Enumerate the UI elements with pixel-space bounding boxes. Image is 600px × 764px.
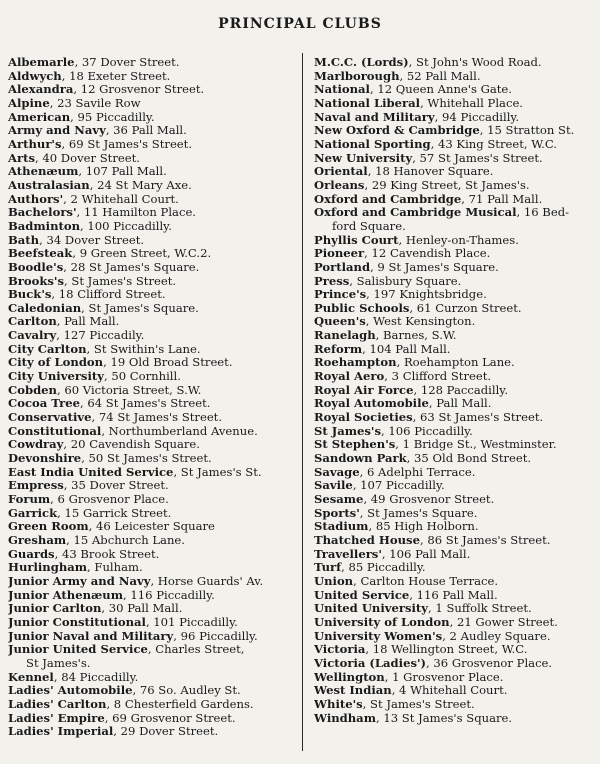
club-address: , St James's St.	[173, 465, 262, 479]
club-name: Carlton	[8, 315, 57, 329]
club-address: , 43 King Street, W.C.	[430, 137, 557, 151]
club-entry	[314, 56, 596, 70]
club-name: Aldwych	[8, 69, 62, 83]
club-address: , 52 Pall Mall.	[399, 69, 481, 83]
club-address: , 104 Pall Mall.	[362, 342, 451, 356]
club-entry	[314, 452, 596, 466]
club-name: New Oxford & Cambridge	[314, 124, 480, 138]
club-entry	[8, 643, 296, 657]
club-address: , 84 Piccadilly.	[53, 670, 139, 684]
club-address: , West Kensington.	[365, 315, 476, 329]
club-entry	[8, 630, 296, 644]
club-entry	[314, 70, 596, 84]
club-entry	[314, 630, 596, 644]
club-address: , 85 Piccadilly.	[341, 561, 426, 575]
club-entry	[8, 343, 296, 357]
club-name: Ladies' Automobile	[8, 684, 133, 698]
club-name: Oxford and Cambridge	[314, 192, 462, 206]
club-name: Ranelagh	[314, 329, 376, 343]
club-name: United University	[314, 602, 429, 616]
club-address: , 29 Dover Street.	[113, 725, 219, 739]
club-entry	[314, 493, 596, 507]
club-name: Devonshire	[8, 452, 82, 466]
club-name: St James's	[314, 424, 382, 438]
club-address: , 50 St James's Street.	[81, 452, 212, 466]
club-entry	[8, 138, 296, 152]
club-name: Cocoa Tree	[8, 397, 80, 411]
club-name: Alexandra	[8, 83, 74, 97]
club-name: Royal Automobile	[314, 397, 429, 411]
club-address: , 35 Dover Street.	[63, 479, 169, 493]
club-entry	[314, 561, 596, 575]
club-address: , Fulham.	[87, 561, 143, 575]
club-entry	[8, 288, 296, 302]
club-entry	[8, 438, 296, 452]
club-address: , St James's Square.	[81, 301, 199, 315]
club-name: Athenæum	[8, 165, 79, 179]
club-name: Junior Carlton	[8, 602, 102, 616]
club-name: East India United Service	[8, 465, 174, 479]
club-entry	[314, 411, 596, 425]
club-entry	[314, 356, 596, 370]
club-entry	[314, 111, 596, 125]
club-entry-continuation	[8, 657, 296, 671]
club-name: Army and Navy	[8, 124, 106, 138]
club-name: University Women's	[314, 629, 443, 643]
club-name: Caledonian	[8, 301, 82, 315]
club-entry	[314, 698, 596, 712]
club-address: , 60 Victoria Street, S.W.	[56, 383, 202, 397]
club-entry	[8, 384, 296, 398]
club-name: Public Schools	[314, 301, 410, 315]
club-name: Stadium	[314, 520, 369, 534]
club-entry	[8, 602, 296, 616]
club-address: , 15 Stratton St.	[479, 124, 575, 138]
club-name: Garrick	[8, 506, 58, 520]
club-entry	[314, 534, 596, 548]
club-entry	[8, 247, 296, 261]
club-name: City Carlton	[8, 342, 87, 356]
club-address: , Henley-on-Thames.	[398, 233, 519, 247]
club-address: , 13 St James's Square.	[375, 711, 513, 725]
club-entry	[314, 643, 596, 657]
club-name: Brooks's	[8, 274, 65, 288]
club-entry	[8, 124, 296, 138]
club-name: Bath	[8, 233, 40, 247]
club-entry	[8, 561, 296, 575]
club-entry	[314, 193, 596, 207]
club-name: Reform	[314, 342, 363, 356]
club-name: Junior Constitutional	[8, 615, 146, 629]
club-name: Turf	[314, 561, 342, 575]
club-address: , 49 Grosvenor Street.	[363, 493, 495, 506]
club-entry	[314, 438, 596, 452]
club-address: , 29 King Street, St James's.	[364, 178, 530, 192]
club-entry	[8, 111, 296, 125]
club-name: National	[314, 83, 370, 97]
club-name: Alpine	[8, 96, 50, 110]
club-entry	[8, 315, 296, 329]
club-entry	[8, 70, 296, 84]
club-entry	[314, 370, 596, 384]
club-address: , 20 Cavendish Square.	[63, 438, 200, 452]
club-entry	[8, 370, 296, 384]
club-address: , 116 Piccadilly.	[123, 588, 215, 602]
club-address: , 107 Pall Mall.	[78, 165, 167, 179]
club-name: Sports'	[314, 506, 360, 520]
club-address: , 106 Piccadilly.	[381, 424, 473, 438]
club-address: , 18 Exeter Street.	[61, 69, 171, 83]
club-address: , 106 Pall Mall.	[381, 547, 471, 561]
club-name: Junior Athenæum	[8, 588, 124, 602]
club-name: Beefsteak	[8, 247, 73, 261]
club-address: , Carlton House Terrace.	[353, 574, 499, 588]
club-entry	[314, 657, 596, 671]
club-name: Prince's	[314, 288, 367, 302]
club-address: , St John's Wood Road.	[408, 56, 542, 69]
club-entry	[314, 329, 596, 343]
club-name: Australasian	[8, 178, 90, 192]
club-address: , 3 Clifford Street.	[384, 370, 492, 384]
club-entry	[314, 343, 596, 357]
club-entry	[314, 302, 596, 316]
club-address: , 94 Piccadilly.	[434, 110, 520, 124]
club-name: Oxford and Cambridge Musical	[314, 206, 517, 220]
club-name: Wellington	[314, 670, 385, 684]
club-name: Sandown Park	[314, 452, 407, 466]
club-entry	[314, 479, 596, 493]
club-address: ford Square.	[332, 219, 406, 233]
club-name: Albemarle	[8, 56, 75, 69]
club-entry	[8, 302, 296, 316]
club-entry	[314, 247, 596, 261]
club-entry	[314, 684, 596, 698]
club-name: City of London	[8, 356, 104, 370]
club-entry	[8, 234, 296, 248]
club-name: Savage	[314, 465, 360, 479]
club-address: , 86 St James's Street.	[419, 533, 551, 547]
club-address: , Pall Mall.	[428, 397, 492, 411]
club-name: Hurlingham	[8, 561, 88, 575]
club-entry	[8, 165, 296, 179]
club-entry	[8, 179, 296, 193]
club-name: Queen's	[314, 315, 366, 329]
club-name: Guards	[8, 547, 55, 561]
club-name: Cobden	[8, 383, 57, 397]
club-entry	[314, 138, 596, 152]
club-entry	[314, 616, 596, 630]
club-name: National Sporting	[314, 137, 431, 151]
club-entry	[8, 261, 296, 275]
club-entry	[314, 520, 596, 534]
club-address: , 128 Paccadilly.	[413, 383, 508, 397]
club-address: , Pall Mall.	[56, 315, 120, 329]
club-address: , 50 Cornhill.	[103, 370, 181, 384]
club-name: Junior Naval and Military	[8, 629, 174, 643]
club-address: , 6 Grosvenor Place.	[50, 493, 169, 506]
club-entry	[8, 83, 296, 97]
club-entry	[8, 275, 296, 289]
club-address: , 9 Green Street, W.C.2.	[72, 247, 212, 261]
page-title: PRINCIPAL CLUBS	[218, 16, 382, 32]
club-address: , 18 Wellington Street, W.C.	[365, 643, 528, 657]
club-entry	[8, 97, 296, 111]
club-address: , 15 Abchurch Lane.	[66, 533, 185, 547]
club-entry	[8, 671, 296, 685]
club-entry	[8, 356, 296, 370]
club-address: , St James's Street.	[362, 697, 475, 711]
club-name: City University	[8, 370, 104, 384]
club-entry	[314, 124, 596, 138]
club-name: Savile	[314, 479, 353, 493]
club-entry	[8, 575, 296, 589]
club-name: White's	[314, 697, 363, 711]
club-address: , 2 Audley Square.	[442, 629, 551, 643]
club-entry	[8, 698, 296, 712]
club-address: , 18 Clifford Street.	[51, 288, 166, 302]
club-address: , 1 Suffolk Street.	[428, 602, 532, 616]
club-address: , 18 Hanover Square.	[367, 165, 494, 179]
club-name: Ladies' Empire	[8, 711, 105, 725]
club-name: Gresham	[8, 533, 67, 547]
club-entry	[314, 671, 596, 685]
club-entry	[8, 411, 296, 425]
club-address: , 28 St James's Square.	[63, 260, 200, 274]
club-entry	[314, 589, 596, 603]
club-entry	[8, 589, 296, 603]
club-address: , 1 Bridge St., Westminster.	[395, 438, 557, 452]
club-name: Cavalry	[8, 329, 57, 343]
club-address: , 95 Piccadilly.	[70, 110, 155, 124]
club-entry	[8, 206, 296, 220]
club-name: Green Room	[8, 520, 89, 534]
club-address: , 64 St James's Street.	[79, 397, 211, 411]
club-entry	[8, 193, 296, 207]
club-entry	[8, 220, 296, 234]
club-address: , 96 Piccadilly.	[173, 629, 258, 643]
club-name: Constitutional	[8, 424, 102, 438]
club-address: , 23 Savile Row	[49, 96, 141, 110]
club-name: Junior United Service	[8, 643, 148, 657]
club-address: , Roehampton Lane.	[396, 356, 515, 370]
club-address: , 4 Whitehall Court.	[391, 684, 508, 698]
club-name: Kennel	[8, 670, 54, 684]
club-name: Ladies' Carlton	[8, 697, 107, 711]
club-name: Orleans	[314, 178, 365, 192]
club-address: , 43 Brook Street.	[54, 547, 160, 561]
club-address: , 11 Hamilton Place.	[76, 206, 196, 220]
club-address: , Barnes, S.W.	[375, 329, 457, 343]
club-address: , 100 Piccadilly.	[80, 219, 172, 233]
club-entry	[314, 261, 596, 275]
club-address: , 127 Piccadily.	[56, 329, 145, 343]
club-name: American	[8, 110, 71, 124]
club-entry	[314, 575, 596, 589]
club-entry	[8, 466, 296, 480]
club-name: Pioneer	[314, 247, 365, 261]
right-column	[314, 56, 596, 725]
club-address: , St Swithin's Lane.	[86, 342, 201, 356]
club-entry	[8, 534, 296, 548]
club-address: , 36 Grosvenor Place.	[426, 656, 553, 670]
club-entry	[314, 165, 596, 179]
club-address: , 71 Pall Mall.	[461, 192, 543, 206]
club-entry	[314, 507, 596, 521]
club-address: , St James's Square.	[359, 506, 478, 520]
club-name: National Liberal	[314, 96, 421, 110]
club-entry	[8, 684, 296, 698]
club-entry-continuation	[314, 220, 596, 234]
club-address: , Northumberland Avenue.	[101, 424, 258, 438]
club-name: Junior Army and Navy	[8, 574, 151, 588]
club-address: , 85 High Holborn.	[368, 520, 479, 534]
club-entry	[8, 329, 296, 343]
club-address: , 57 St James's Street.	[412, 151, 543, 165]
club-entry	[314, 179, 596, 193]
club-name: Ladies' Imperial	[8, 725, 114, 739]
club-address: , St James's Street.	[64, 274, 177, 288]
club-address: , 69 Grosvenor Street.	[104, 711, 236, 725]
club-entry	[8, 712, 296, 726]
left-column	[8, 56, 296, 739]
club-name: Roehampton	[314, 356, 397, 370]
club-name: Conservative	[8, 411, 92, 425]
club-address: , 101 Piccadilly.	[145, 615, 238, 629]
club-entry	[8, 548, 296, 562]
club-address: , 1 Grosvenor Place.	[384, 670, 504, 684]
club-entry	[314, 315, 596, 329]
club-entry	[8, 397, 296, 411]
club-address: , 12 Queen Anne's Gate.	[369, 83, 512, 97]
club-name: Authors'	[8, 192, 64, 206]
club-name: Badminton	[8, 219, 81, 233]
club-address: , 12 Grosvenor Street.	[73, 83, 205, 97]
club-entry	[314, 152, 596, 166]
club-name: Royal Air Force	[314, 383, 414, 397]
club-entry	[314, 288, 596, 302]
club-name: West Indian	[314, 684, 392, 698]
club-address: , 63 St James's Street.	[412, 411, 544, 425]
club-entry	[8, 520, 296, 534]
club-entry	[8, 425, 296, 439]
club-address: , 116 Pall Mall.	[409, 588, 498, 602]
club-address: , 40 Dover Street.	[35, 151, 140, 165]
club-address: , Horse Guards' Av.	[150, 574, 264, 588]
club-entry	[314, 97, 596, 111]
club-name: University of London	[314, 615, 450, 629]
club-entry	[314, 466, 596, 480]
club-name: Cowdray	[8, 438, 64, 452]
club-name: Royal Aero	[314, 370, 385, 384]
club-address: , 2 Whitehall Court.	[63, 192, 179, 206]
club-address: , 76 So. Audley St.	[132, 684, 241, 698]
club-address: , 15 Garrick Street.	[57, 506, 172, 520]
club-address: , 37 Dover Street.	[74, 56, 180, 69]
club-name: Press	[314, 274, 350, 288]
club-entry	[8, 725, 296, 739]
club-address: , 69 St James's Street.	[61, 137, 193, 151]
club-address: , 107 Piccadilly.	[352, 479, 445, 493]
club-entry	[314, 397, 596, 411]
club-name: Naval and Military	[314, 110, 435, 124]
club-name: Forum	[8, 493, 51, 506]
club-name: Arts	[8, 151, 35, 165]
club-address: , Charles Street,	[147, 643, 245, 657]
club-entry	[314, 712, 596, 726]
club-entry	[314, 275, 596, 289]
club-address: , 6 Adelphi Terrace.	[359, 465, 476, 479]
club-entry	[314, 384, 596, 398]
club-address: , 61 Curzon Street.	[409, 301, 522, 315]
club-name: Bachelors'	[8, 206, 77, 220]
club-name: Thatched House	[314, 533, 420, 547]
club-name: Sesame	[314, 493, 364, 506]
club-name: St Stephen's	[314, 438, 396, 452]
club-name: Phyllis Court	[314, 233, 399, 247]
club-address: , 30 Pall Mall.	[101, 602, 183, 616]
club-address: , 12 Cavendish Place.	[364, 247, 491, 261]
club-name: Arthur's	[8, 137, 62, 151]
club-address: , 9 St James's Square.	[370, 260, 499, 274]
club-entry	[314, 206, 596, 220]
club-entry	[8, 452, 296, 466]
club-address: , 36 Pall Mall.	[105, 124, 187, 138]
club-entry	[8, 507, 296, 521]
club-name: New University	[314, 151, 413, 165]
club-address: , 16 Bed-	[516, 206, 570, 220]
club-address: , 19 Old Broad Street.	[103, 356, 233, 370]
club-address: , 34 Dover Street.	[39, 233, 145, 247]
club-name: Windham	[314, 711, 376, 725]
column-divider	[302, 53, 303, 751]
club-name: Victoria	[314, 643, 366, 657]
club-entry	[8, 56, 296, 70]
club-address: , 46 Leicester Square	[88, 520, 215, 534]
club-name: Portland	[314, 260, 371, 274]
club-name: Victoria (Ladies')	[314, 656, 427, 670]
club-entry	[314, 602, 596, 616]
club-address: , 35 Old Bond Street.	[406, 452, 532, 466]
club-name: Empress	[8, 479, 64, 493]
club-address: , 8 Chesterfield Gardens.	[106, 697, 254, 711]
club-entry	[8, 493, 296, 507]
club-name: M.C.C. (Lords)	[314, 56, 409, 69]
club-entry	[8, 479, 296, 493]
club-name: Boodle's	[8, 260, 64, 274]
club-address: , 197 Knightsbridge.	[366, 288, 487, 302]
club-address: , Salisbury Square.	[349, 274, 462, 288]
club-address: St James's.	[26, 656, 91, 670]
club-name: Buck's	[8, 288, 52, 302]
club-entry	[8, 152, 296, 166]
club-entry	[314, 234, 596, 248]
club-name: United Service	[314, 588, 410, 602]
club-entry	[314, 83, 596, 97]
club-entry	[8, 616, 296, 630]
club-entry	[314, 425, 596, 439]
club-name: Marlborough	[314, 69, 400, 83]
club-address: , 74 St James's Street.	[91, 411, 223, 425]
club-name: Union	[314, 574, 354, 588]
club-name: Royal Societies	[314, 411, 413, 425]
club-address: , 21 Gower Street.	[449, 615, 558, 629]
club-address: , Whitehall Place.	[420, 96, 523, 110]
club-address: , 24 St Mary Axe.	[89, 178, 192, 192]
club-name: Travellers'	[314, 547, 382, 561]
club-name: Oriental	[314, 165, 368, 179]
club-entry	[314, 548, 596, 562]
